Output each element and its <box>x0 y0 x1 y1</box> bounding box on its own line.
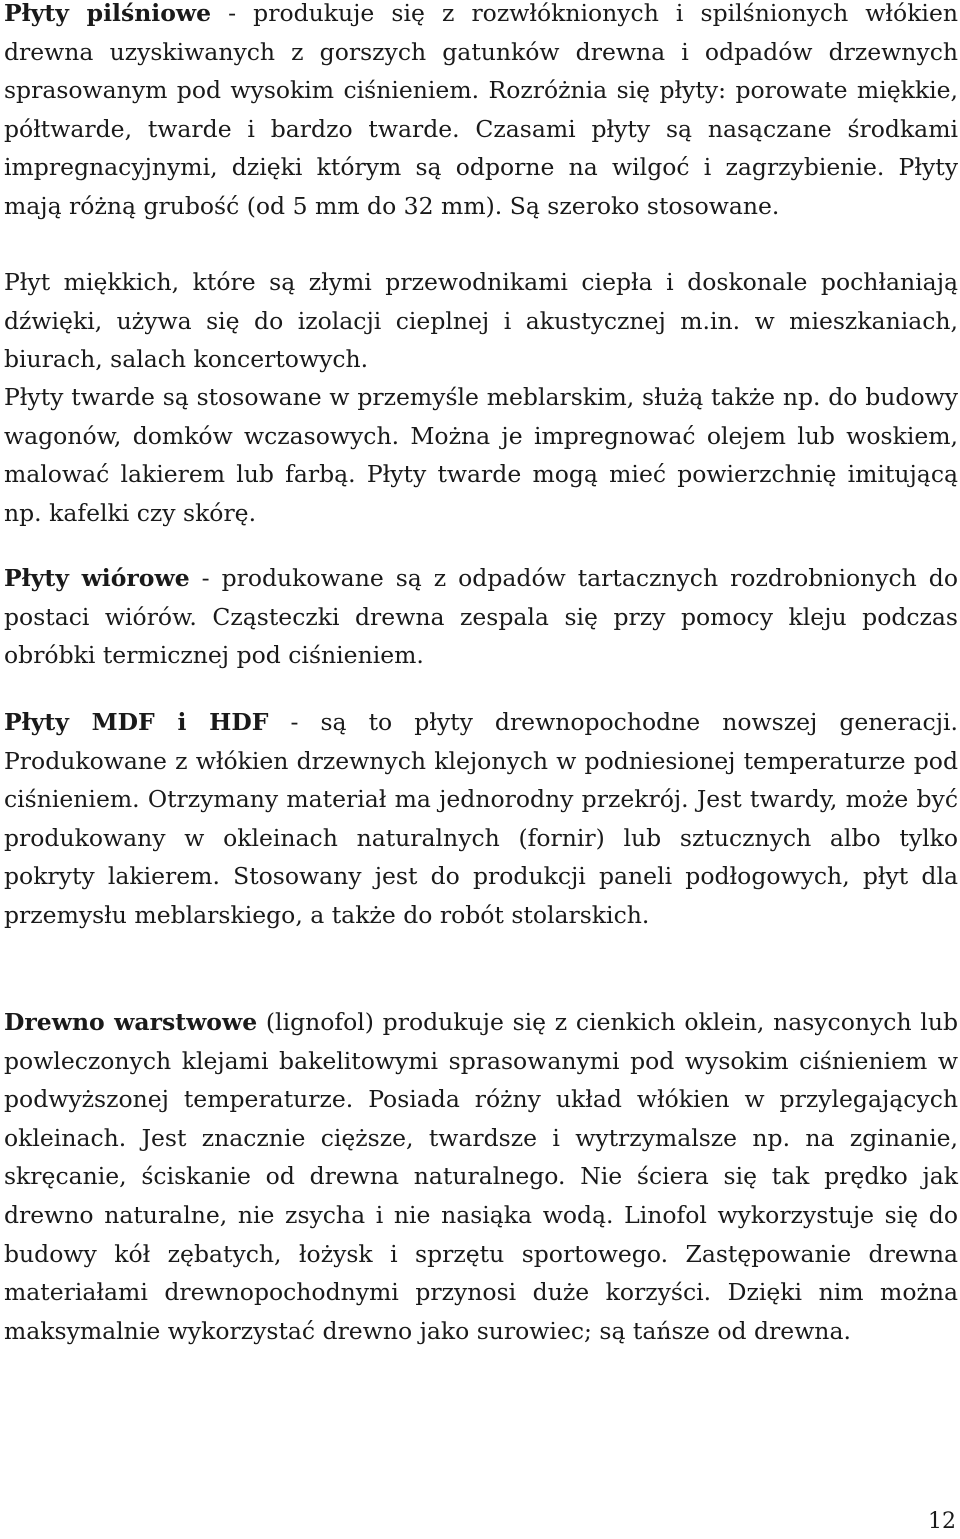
paragraph-text: (lignofol) produkuje się z cienkich oklein, nasyconych lub powleczonych klejami bakelitowymi sprasowanymi pod wysokim ciśnieniem w podwyższonej temperaturze. Posiada różny układ włókien w przylegających okleinach. Jest znacznie cięższe, twardsze i wytrzymalsze np. na zginanie, skręcanie, ściskanie od drewna naturalnego. Nie ściera się tak prędko jak drewno naturalne, nie zsycha i nie nasiąka wodą. Linofol wykorzystuje się do budowy kół zębatych, łożysk i sprzętu sportowego. Zastępowanie drewna materiałami drewnopochodnymi przynosi duże korzyści. Dzięki nim można maksymalnie wykorzystać drewno jako surowiec; są tańsze od drewna. <box>4 1008 959 1345</box>
page-number: 12 <box>928 1509 956 1534</box>
paragraph-text: Płyt miękkich, które są złymi przewodnikami ciepła i doskonale pochłaniają dźwięki, używa się do izolacji cieplnej i akustycznej m.in. w mieszkaniach, biurach, salach koncertowych. <box>4 268 958 374</box>
term-drewno-warstwowe: Drewno warstwowe <box>4 1008 258 1036</box>
paragraph-plyty-twarde <box>4 378 958 532</box>
paragraph-text: - produkuje się z rozwłóknionych i spilśnionych włókien drewna uzyskiwanych z gorszych gatunków drewna i odpadów drzewnych sprasowanym pod wysokim ciśnieniem. Rozróżnia się płyty: porowate miękkie, półtwarde, twarde i bardzo twarde. Czasami płyty są nasączane środkami impregnacyjnymi, dzięki którym są odporne na wilgoć i zagrzybienie. Płyty mają różną grubość (od 5 mm do 32 mm). Są szeroko stosowane. <box>4 0 958 220</box>
paragraph-drewno-warstwowe <box>4 1003 958 1350</box>
term-plyty-wiorowe: Płyty wiórowe <box>4 564 190 592</box>
paragraph-text: - produkowane są z odpadów tartacznych rozdrobnionych do postaci wiórów. Cząsteczki drewna zespala się przy pomocy kleju podczas obróbki termicznej pod ciśnieniem. <box>4 564 958 670</box>
paragraph-plyty-miekkie <box>4 263 958 379</box>
paragraph-text: Płyty twarde są stosowane w przemyśle meblarskim, służą także np. do budowy wagonów, domków wczasowych. Można je impregnować olejem lub woskiem, malować lakierem lub farbą. Płyty twarde mogą mieć powierzchnię imitującą np. kafelki czy skórę. <box>4 383 958 527</box>
term-plyty-mdf-hdf: Płyty MDF i HDF <box>4 708 269 736</box>
term-plyty-pilsniowe: Płyty pilśniowe <box>4 0 212 27</box>
paragraph-plyty-pilsniowe <box>4 0 958 226</box>
paragraph-text: - są to płyty drewnopochodne nowszej generacji. Produkowane z włókien drzewnych klejonych w podniesionej temperaturze pod ciśnieniem. Otrzymany materiał ma jednorodny przekrój. Jest twardy, może być produkowany w okleinach naturalnych (fornir) lub sztucznych albo tylko pokryty lakierem. Stosowany jest do produkcji paneli podłogowych, płyt dla przemysłu meblarskiego, a także do robót stolarskich. <box>4 708 958 929</box>
paragraph-plyty-wiorowe <box>4 559 958 675</box>
paragraph-plyty-mdf-hdf <box>4 703 958 935</box>
